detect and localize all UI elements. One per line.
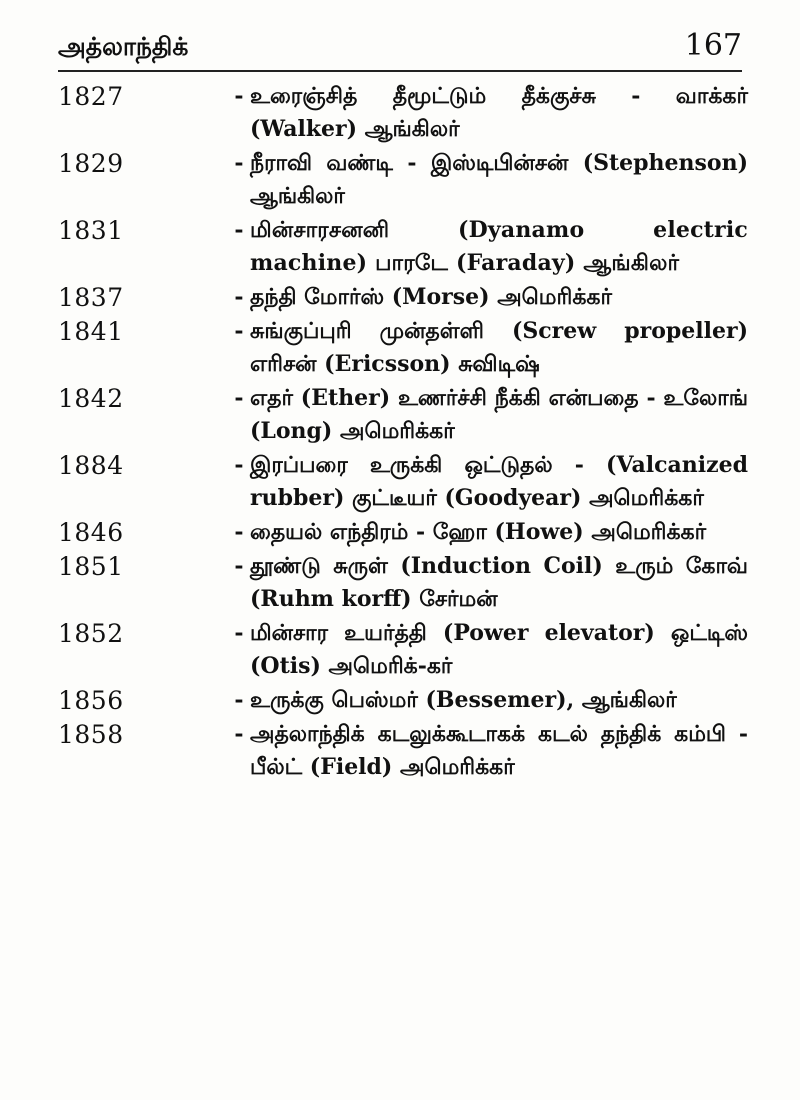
list-item <box>58 214 748 280</box>
entry-dash: - <box>234 687 244 713</box>
entry-description: மின்சாரசனனி (Dyanamo electric machine) பாரடே (Faraday) ஆங்கிலர் <box>250 217 748 276</box>
entry-year: 1827 <box>58 82 124 111</box>
entry-dash: - <box>234 721 244 747</box>
entry-description: உரைஞ்சித் தீமூட்டும் தீக்குச்சு - வாக்கர் (Walker) ஆங்கிலர் <box>250 83 748 142</box>
entry-description: அத்லாந்திக் கடலுக்கூடாகக் கடல் தந்திக் கம்பி - பீல்ட் (Field) அமெரிக்கர் <box>250 721 748 780</box>
entry-description: தூண்டு சுருள் (Induction Coil) உரும் கோவ் (Ruhm korff) சேர்மன் <box>250 553 748 612</box>
list-item <box>58 617 748 683</box>
list-item <box>58 449 748 515</box>
list-item <box>58 516 748 549</box>
entry-year: 1842 <box>58 384 124 413</box>
entry-description: தையல் எந்திரம் - ஹோ (Howe) அமெரிக்கர் <box>250 519 707 545</box>
entry-dash: - <box>234 452 244 478</box>
running-title: அத்லாந்திக் <box>58 32 189 61</box>
entry-year: 1884 <box>58 451 124 480</box>
entry-dash: - <box>234 318 244 344</box>
entry-dash: - <box>234 385 244 411</box>
entry-dash: - <box>234 150 244 176</box>
entry-description: நீராவி வண்டி - இஸ்டிபின்சன் (Stephenson) ஆங்கிலர் <box>250 150 748 209</box>
list-item <box>58 718 748 784</box>
entry-dash: - <box>234 217 244 243</box>
list-item <box>58 315 748 381</box>
entry-description: தந்தி மோர்ஸ் (Morse) அமெரிக்கர் <box>250 284 612 310</box>
entry-dash: - <box>234 553 244 579</box>
list-item <box>58 281 748 314</box>
entry-description: சுங்குப்புரி முன்தள்ளி (Screw propeller) எரிசன் (Ericsson) சுவிடிஷ் <box>250 318 748 377</box>
entry-description: எதர் (Ether) உணர்ச்சி நீக்கி என்பதை - உலோங் (Long) அமெரிக்கர் <box>250 385 748 444</box>
entry-description: இரப்பரை உருக்கி ஒட்டுதல் - (Valcanized rubber) குட்டீயர் (Goodyear) அமெரிக்கர் <box>250 452 748 511</box>
list-item <box>58 80 748 146</box>
page-number: 167 <box>684 28 742 63</box>
list-item <box>58 382 748 448</box>
entry-dash: - <box>234 83 244 109</box>
page-header <box>58 26 742 72</box>
entry-description: உருக்கு பெஸ்மர் (Bessemer), ஆங்கிலர் <box>250 687 677 713</box>
invention-list <box>58 80 748 784</box>
list-item <box>58 550 748 616</box>
entry-year: 1837 <box>58 283 124 312</box>
entry-description: மின்சார உயர்த்தி (Power elevator) ஒட்டிஸ் (Otis) அமெரிக்-கர் <box>250 620 748 679</box>
entry-year: 1846 <box>58 518 124 547</box>
entry-year: 1831 <box>58 216 124 245</box>
entry-year: 1851 <box>58 552 124 581</box>
entry-dash: - <box>234 284 244 310</box>
entry-year: 1858 <box>58 720 124 749</box>
list-item <box>58 147 748 213</box>
entry-year: 1856 <box>58 686 124 715</box>
entry-dash: - <box>234 519 244 545</box>
entry-dash: - <box>234 620 244 646</box>
entry-year: 1852 <box>58 619 124 648</box>
list-item <box>58 684 748 717</box>
entry-year: 1829 <box>58 149 124 178</box>
entry-year: 1841 <box>58 317 124 346</box>
